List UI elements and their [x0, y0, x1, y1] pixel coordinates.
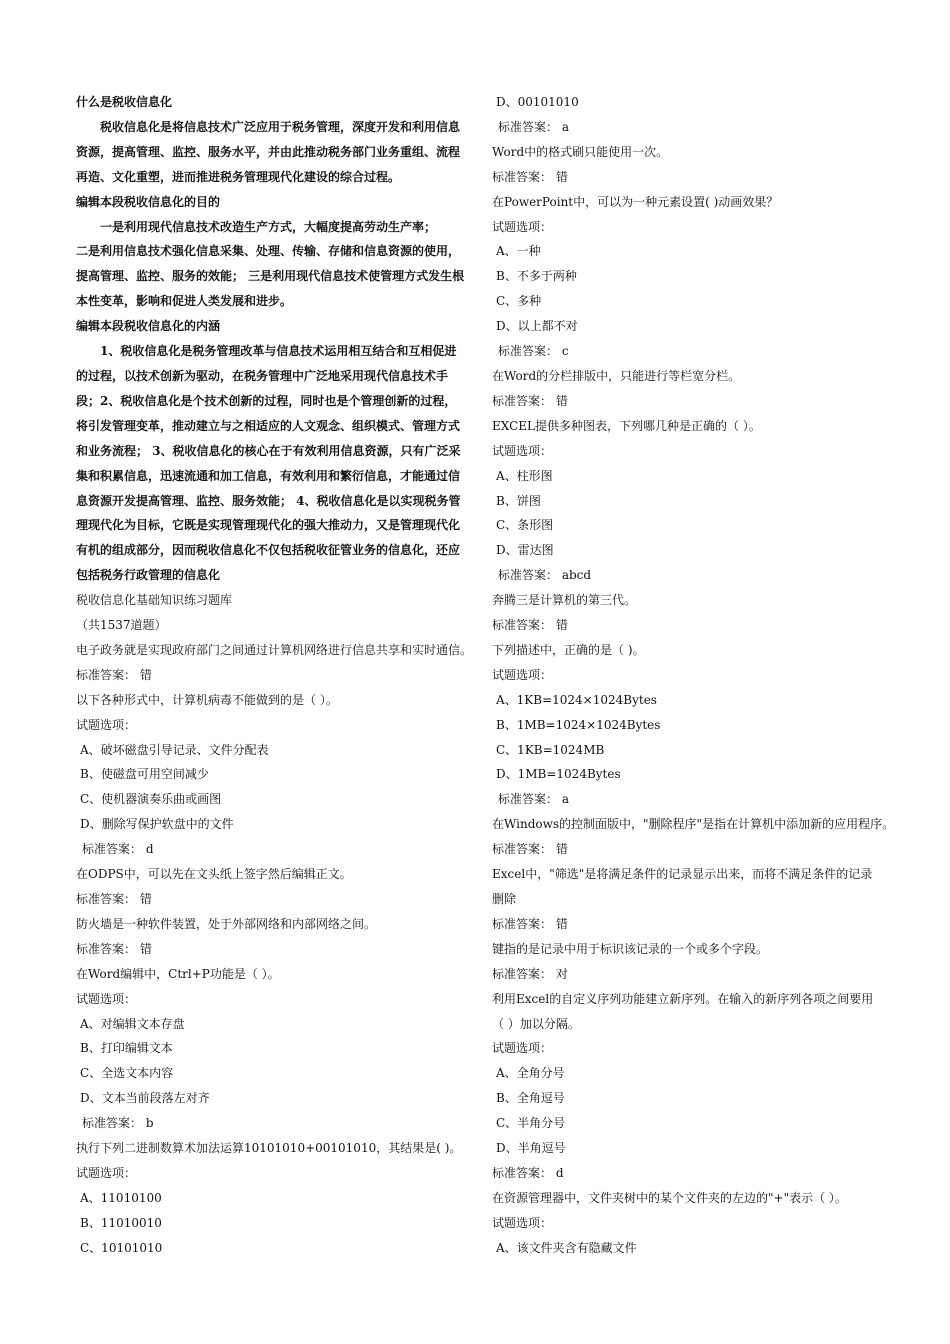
options-label: 试题选项：	[76, 717, 137, 732]
answer-option: D、文本当前段落左对齐	[80, 1091, 210, 1106]
question-text: 在Word的分栏排版中，只能进行等栏宽分栏。	[492, 368, 741, 383]
options-label: 试题选项：	[76, 991, 137, 1006]
question-text: 电子政务就是实现政府部门之间通过计算机网络进行信息共享和实时通信。	[76, 642, 473, 657]
answer-option: B、1MB=1024×1024Bytes	[496, 717, 661, 732]
answer-option: A、一种	[496, 244, 541, 259]
answer-option: A、柱形图	[496, 468, 553, 483]
question-text: EXCEL提供多种图表，下列哪几种是正确的（ ）。	[492, 418, 761, 433]
question-text: 奔腾三是计算机的第三代。	[492, 593, 637, 608]
paragraph: 二是利用信息技术强化信息采集、处理、传输、存储和信息资源的使用，提高管理、监控、服务的效能； 三是利用现代信息技术使管理方式发生根本性变革，影响和促进人类发展和进步。	[76, 244, 465, 309]
answer-option: C、多种	[496, 294, 542, 309]
standard-answer: 标准答案： a	[498, 119, 569, 134]
standard-answer: 标准答案： 错	[76, 892, 152, 906]
question-text: 键指的是记录中用于标识该记录的一个或多个字段。	[492, 941, 769, 956]
answer-option: A、该文件夹含有隐藏文件	[496, 1240, 637, 1255]
answer-option: A、1KB=1024×1024Bytes	[496, 692, 657, 707]
standard-answer: 标准答案： d	[492, 1165, 564, 1180]
paragraph: 税收信息化是将信息技术广泛应用于税务管理，深度开发和利用信息资源，提高管理、监控、服务水平，并由此推动税务部门业务重组、流程再造、文化重塑，进而推进税务管理现代化建设的综合过程。	[76, 119, 461, 184]
standard-answer: 标准答案： 错	[76, 941, 152, 956]
question-text: 执行下列二进制数算术加法运算10101010+00101010，其结果是( )。	[76, 1141, 462, 1156]
question-text: （共1537道题）	[76, 618, 167, 633]
answer-option: D、00101010	[496, 95, 579, 109]
section-heading: 编辑本段税收信息化的内涵	[76, 319, 221, 334]
options-label: 试题选项：	[492, 219, 553, 234]
section-heading: 编辑本段税收信息化的目的	[76, 194, 221, 209]
options-label: 试题选项：	[492, 1041, 553, 1056]
answer-option: C、10101010	[80, 1240, 163, 1255]
answer-option: A、全角分号	[496, 1066, 565, 1081]
answer-option: B、11010010	[80, 1215, 162, 1230]
options-label: 试题选项：	[492, 667, 553, 682]
standard-answer: 标准答案： 错	[492, 842, 568, 857]
standard-answer: 标准答案： 错	[492, 916, 568, 931]
standard-answer: 标准答案： c	[498, 344, 569, 359]
answer-option: D、1MB=1024Bytes	[496, 767, 621, 782]
standard-answer: 标准答案： d	[82, 842, 154, 857]
answer-option: A、破坏磁盘引导记录、文件分配表	[80, 742, 269, 757]
standard-answer: 标准答案： 对	[492, 966, 568, 981]
answer-option: C、条形图	[496, 518, 554, 533]
answer-option: B、不多于两种	[496, 269, 577, 284]
answer-option: C、使机器演奏乐曲或画图	[80, 792, 222, 807]
answer-option: C、1KB=1024MB	[496, 742, 605, 757]
right-column	[492, 90, 895, 1261]
answer-option: B、打印编辑文本	[80, 1041, 173, 1056]
answer-option: D、删除写保护软盘中的文件	[80, 817, 234, 832]
question-text: 防火墙是一种软件装置，处于外部网络和内部网络之间。	[76, 916, 377, 931]
options-label: 试题选项：	[76, 1165, 137, 1180]
paragraph: 1、税收信息化是税务管理改革与信息技术运用相互结合和互相促进的过程，以技术创新为驱动，在税务管理中广泛地采用现代信息技术手段；2、税收信息化是个技术创新的过程，同时也是个管理创新的过程，将引发管理变革，推动建立与之相适应的人文观念、组织模式、管理方式和业务流程； 3、税收信息化的核心在于有效利用信息资源，只有广泛采集和积累信息，迅速流通和加工信息，有效利用和繁衍信息，才能通过信息资源开发提高管理、监控、服务效能； 4、税收信息化是以实现税务管理现代化为目标，它既是实现管理现代化的强大推动力，又是管理现代化有机的组成部分，因而税收信息化不仅包括税收征管业务的信息化，还应包括税务行政管理的信息化	[76, 344, 461, 583]
answer-option: D、半角逗号	[496, 1141, 566, 1156]
left-column	[76, 90, 473, 1261]
section-heading: 什么是税收信息化	[76, 95, 173, 109]
question-text: 在ODPS中，可以先在文头纸上签字然后编辑正文。	[76, 867, 352, 882]
question-text: 在Windows的控制面版中，"删除程序"是指在计算机中添加新的应用程序。	[492, 817, 895, 832]
paragraph: 一是利用现代信息技术改造生产方式，大幅度提高劳动生产率；	[100, 219, 437, 234]
question-text: 在Word编辑中，Ctrl+P功能是（ ）。	[76, 966, 280, 981]
standard-answer: 标准答案： abcd	[498, 568, 592, 583]
question-text: 以下各种形式中，计算机病毒不能做到的是（ ）。	[76, 692, 338, 707]
question-text: 在资源管理器中，文件夹树中的某个文件夹的左边的"+"表示（ ）。	[492, 1190, 847, 1205]
standard-answer: 标准答案： a	[498, 792, 569, 807]
answer-option: C、半角分号	[496, 1116, 566, 1131]
question-text: 在PowerPoint中，可以为一种元素设置( )动画效果？	[492, 194, 779, 209]
answer-option: A、11010100	[80, 1190, 162, 1205]
answer-option: B、全角逗号	[496, 1091, 565, 1106]
options-label: 试题选项：	[492, 443, 553, 458]
question-text: 税收信息化基础知识练习题库	[76, 593, 233, 608]
question-text: 下列描述中，正确的是（ )。	[492, 642, 645, 657]
answer-option: B、饼图	[496, 493, 541, 508]
answer-option: B、使磁盘可用空间减少	[80, 767, 209, 782]
standard-answer: 标准答案： b	[82, 1116, 154, 1131]
question-text: Word中的格式刷只能使用一次。	[492, 144, 669, 159]
standard-answer: 标准答案： 错	[492, 169, 568, 184]
standard-answer: 标准答案： 错	[492, 618, 568, 633]
question-text: Excel中，"筛选"是将满足条件的记录显示出来，而将不满足条件的记录删除	[492, 867, 873, 906]
question-text: 利用Excel的自定义序列功能建立新序列。在输入的新序列各项之间要用（ ）加以分隔。	[492, 991, 874, 1031]
answer-option: D、雷达图	[496, 543, 554, 558]
standard-answer: 标准答案： 错	[492, 393, 568, 408]
answer-option: A、对编辑文本存盘	[80, 1016, 185, 1031]
answer-option: D、以上都不对	[496, 319, 578, 334]
standard-answer: 标准答案： 错	[76, 667, 152, 682]
options-label: 试题选项：	[492, 1215, 553, 1230]
answer-option: C、全选文本内容	[80, 1066, 174, 1081]
